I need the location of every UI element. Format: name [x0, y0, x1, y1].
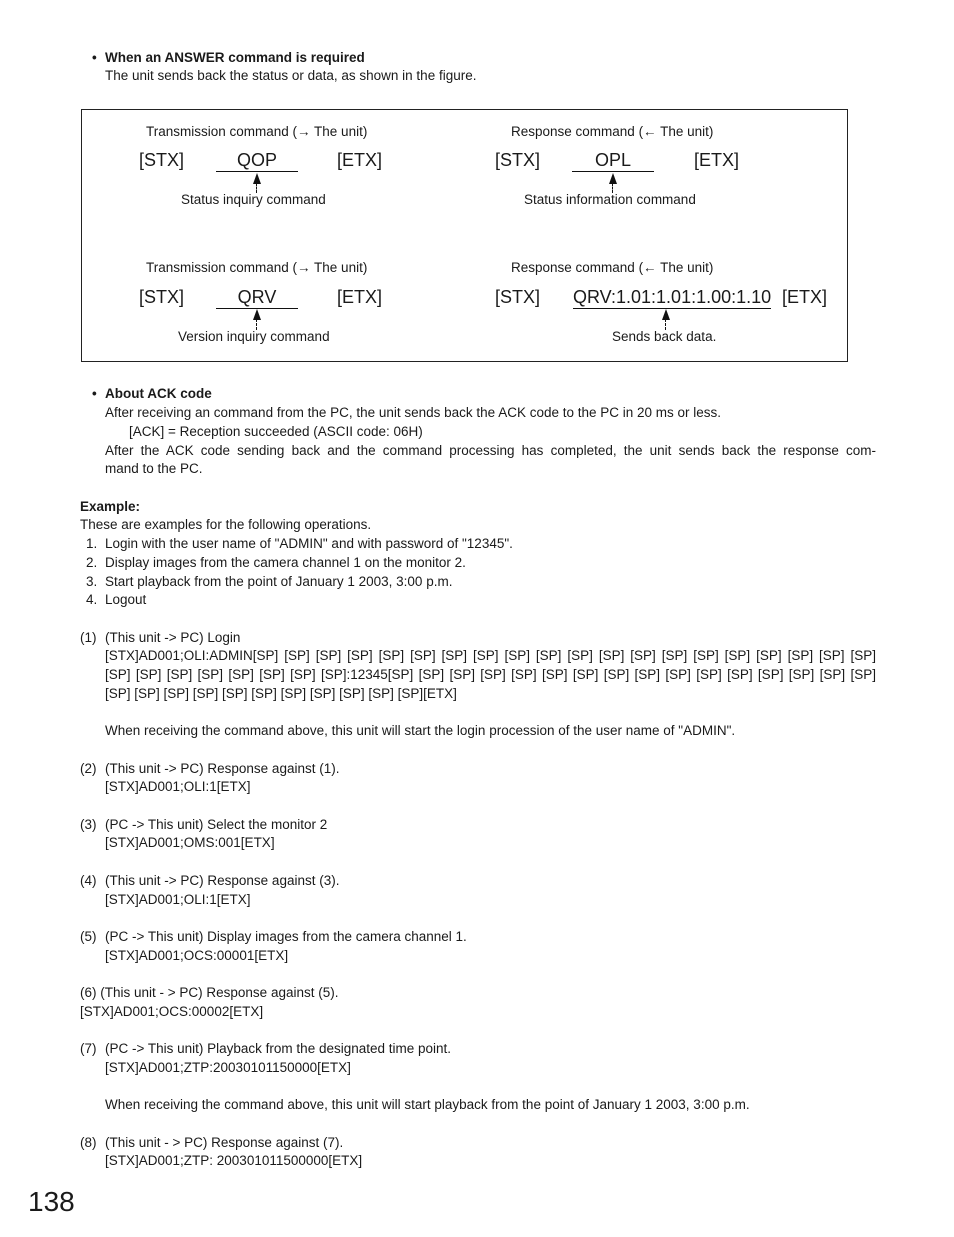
section-heading-answer: When an ANSWER command is required	[105, 50, 365, 65]
command-line: [STX]AD001;OMS:001[ETX]	[105, 835, 275, 850]
step-heading: (PC -> This unit) Playback from the designated time point.	[105, 1041, 452, 1056]
stx-label: [STX]	[139, 287, 185, 307]
command-line: [STX]AD001;OCS:00001[ETX]	[105, 948, 289, 963]
command-line: [STX]AD001;OLI:ADMIN[SP] [SP] [SP] [SP] [SP] [SP] [SP] [SP] [SP] [SP] [SP] [SP] [SP] [SP] [SP] [SP] [SP] [SP] [SP] [SP]	[105, 648, 876, 663]
command-diagram	[81, 109, 848, 362]
section-heading-ack: About ACK code	[105, 386, 212, 401]
arrow-up-icon	[662, 309, 670, 320]
step-number: (7)	[80, 1041, 97, 1056]
step-heading: (PC -> This unit) Select the monitor 2	[105, 817, 328, 832]
list-item-number: 1.	[86, 536, 98, 551]
bullet: •	[92, 50, 97, 65]
command-qrv: QRV	[216, 286, 298, 309]
stx-label: [STX]	[495, 287, 541, 307]
step-heading: (6) (This unit - > PC) Response against (5).	[80, 985, 339, 1000]
bullet: •	[92, 386, 97, 401]
caption-transmission-2: Transmission command (→ The unit)	[146, 260, 368, 275]
step-heading: (This unit -> PC) Login	[105, 630, 241, 645]
command-qop: QOP	[216, 149, 298, 172]
ack-text-2b: mand to the PC.	[105, 461, 203, 476]
etx-label: [ETX]	[694, 150, 740, 170]
arrow-up-icon	[253, 309, 261, 320]
list-item: Display images from the camera channel 1 on the monitor 2.	[105, 555, 466, 570]
section-text-answer: The unit sends back the status or data, as shown in the figure.	[105, 68, 477, 83]
step-heading: (This unit -> PC) Response against (3).	[105, 873, 340, 888]
ack-text-1: After receiving an command from the PC, the unit sends back the ACK code to the PC in 20 ms or less.	[105, 405, 722, 420]
etx-label: [ETX]	[782, 287, 828, 307]
arrow-up-icon	[609, 173, 617, 184]
note-sends-back-data: Sends back data.	[612, 329, 717, 344]
stx-label: [STX]	[495, 150, 541, 170]
step-note: When receiving the command above, this unit will start playback from the point of January 1 2003, 3:00 p.m.	[105, 1097, 750, 1112]
list-item-number: 3.	[86, 574, 98, 589]
step-note: When receiving the command above, this unit will start the login procession of the user name of "ADMIN".	[105, 723, 736, 738]
caption-transmission-1: Transmission command (→ The unit)	[146, 124, 368, 139]
command-opl: OPL	[572, 149, 654, 172]
note-status-information: Status information command	[524, 192, 696, 207]
note-status-inquiry: Status inquiry command	[181, 192, 326, 207]
step-number: (3)	[80, 817, 97, 832]
command-line: [STX]AD001;ZTP:20030101150000[ETX]	[105, 1060, 351, 1075]
list-item-number: 4.	[86, 592, 98, 607]
step-heading: (This unit - > PC) Response against (7).	[105, 1135, 344, 1150]
step-number: (1)	[80, 630, 97, 645]
arrow-up-icon	[253, 173, 261, 184]
etx-label: [ETX]	[337, 287, 383, 307]
list-item: Login with the user name of "ADMIN" and with password of "12345".	[105, 536, 513, 551]
command-line: [SP] [SP] [SP] [SP] [SP] [SP] [SP] [SP] [SP] [SP] [SP][ETX]	[105, 686, 457, 701]
list-item: Logout	[105, 592, 147, 607]
command-line: [STX]AD001;OLI:1[ETX]	[105, 892, 251, 907]
step-number: (8)	[80, 1135, 97, 1150]
command-qrv-response: QRV:1.01:1.01:1.00:1.10	[573, 287, 772, 307]
ack-definition: [ACK] = Reception succeeded (ASCII code: 06H)	[129, 424, 423, 439]
command-line: [STX]AD001;ZTP: 200301011500000[ETX]	[105, 1153, 363, 1168]
command-line: [STX]AD001;OCS:00002[ETX]	[80, 1004, 264, 1019]
step-number: (2)	[80, 761, 97, 776]
command-line: [STX]AD001;OLI:1[ETX]	[105, 779, 251, 794]
example-intro: These are examples for the following operations.	[80, 517, 372, 532]
example-heading: Example:	[80, 499, 141, 514]
caption-response-1: Response command (← The unit)	[511, 124, 714, 139]
step-heading: (PC -> This unit) Display images from the camera channel 1.	[105, 929, 467, 944]
note-version-inquiry: Version inquiry command	[178, 329, 330, 344]
page-number: 138	[28, 1186, 75, 1217]
step-number: (5)	[80, 929, 97, 944]
list-item: Start playback from the point of January 1 2003, 3:00 p.m.	[105, 574, 453, 589]
stx-label: [STX]	[139, 150, 185, 170]
command-line: [SP] [SP] [SP] [SP] [SP] [SP] [SP] [SP]:12345[SP] [SP] [SP] [SP] [SP] [SP] [SP] [SP] [SP] [SP] [SP] [SP] [SP] [SP] [SP] [SP]	[105, 667, 876, 682]
etx-label: [ETX]	[337, 150, 383, 170]
caption-response-2: Response command (← The unit)	[511, 260, 714, 275]
step-number: (4)	[80, 873, 97, 888]
list-item-number: 2.	[86, 555, 98, 570]
step-heading: (This unit -> PC) Response against (1).	[105, 761, 340, 776]
ack-text-2a: After the ACK code sending back and the command processing has completed, the unit sends back the response com-	[105, 443, 876, 458]
